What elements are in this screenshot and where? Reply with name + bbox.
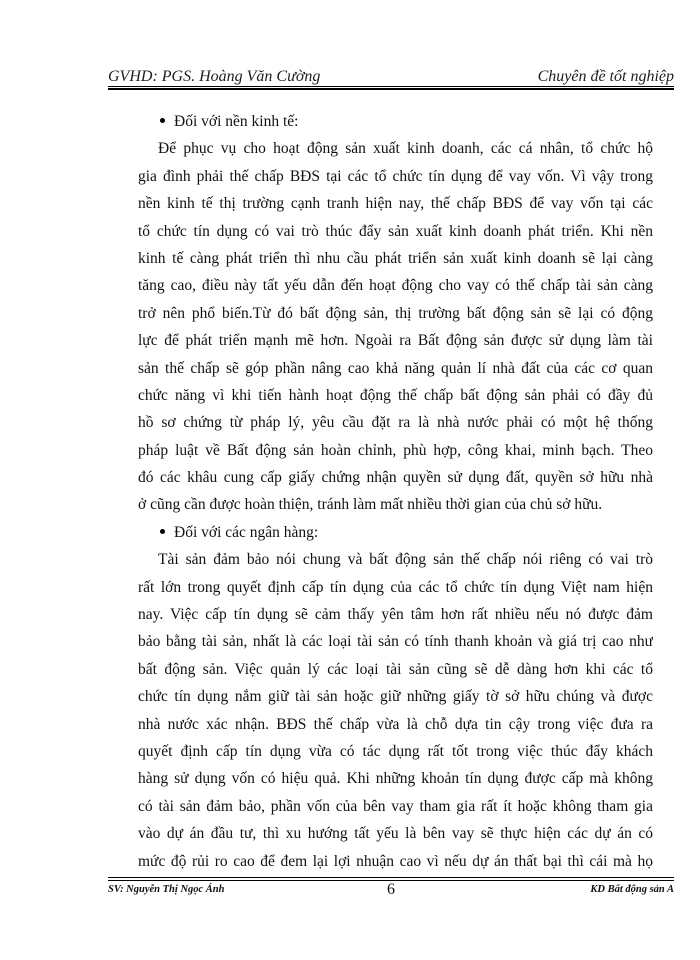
header-advisor: GVHD: PGS. Hoàng Văn Cường	[108, 68, 321, 85]
bullet-label: Đối với các ngân hàng:	[174, 523, 319, 541]
paragraph-line: đó các khâu cung cấp giấy chứng nhận quyền sử dụng đất, quyền sở hữu nhà	[138, 469, 653, 487]
paragraph-line: nhà nước xác nhận. BĐS thế chấp vừa là chỗ dựa tin cậy trong việc đưa ra	[138, 715, 653, 733]
paragraph-line: kinh tế càng phát triển thì nhu cầu phát triển sản xuất kinh doanh sẽ lại càng	[138, 249, 653, 267]
paragraph-line: chức tín dụng nắm giữ tài sản hoặc giữ những giấy tờ sở hữu chúng và được	[138, 688, 653, 706]
paragraph-line: bảo bằng tài sản, nhất là các loại tài sản có tính thanh khoản và giá trị cao như	[138, 633, 653, 651]
paragraph-line: chức năng vì khi tiến hành hoạt động thế chấp bất động sản phải có đầy đủ	[138, 386, 653, 404]
paragraph-line: nay. Việc cấp tín dụng sẽ cảm thấy yên tâm hơn rất nhiều nếu nó được đảm	[138, 606, 653, 624]
bullet-label: Đối với nền kinh tế:	[174, 113, 299, 130]
paragraph-line: gia đình phải thế chấp BĐS tại các tổ chức tín dụng để vay vốn. Vì vậy trong	[138, 167, 653, 185]
paragraph-line: Để phục vụ cho hoạt động sản xuất kinh doanh, các cá nhân, tổ chức hộ	[158, 140, 653, 158]
paragraph-line: hồ sơ chứng từ pháp lý, yêu cầu đặt ra là nhà nước phải có một hệ thống	[138, 414, 653, 432]
paragraph-line: có tài sản đảm bảo, phần vốn của bên vay tham gia rất ít hoặc không tham gia	[138, 797, 653, 815]
paragraph-line: tổ chức tín dụng có vai trò thúc đẩy sản xuất kinh doanh phát triển. Khi nền	[138, 222, 653, 240]
paragraph-line: pháp luật về Bất động sản hoàn chỉnh, phù hợp, công khai, minh bạch. Theo	[138, 441, 653, 459]
paragraph-line: mức độ rủi ro cao để đem lại lợi nhuận cao vì nếu dự án thất bại thì cái mà họ	[138, 852, 653, 870]
paragraph-line: rất lớn trong quyết định cấp tín dụng của các tổ chức tín dụng Việt nam hiện	[138, 578, 653, 596]
paragraph-line: vào dự án đầu tư, thì xu hướng tất yếu là bên vay sẽ thực hiện các dự án có	[138, 825, 653, 843]
footer-student-name: SV: Nguyễn Thị Ngọc Ánh	[108, 884, 225, 895]
paragraph-line: hàng sử dụng vốn có hiệu quả. Khi những khoản tín dụng được cấp mà không	[138, 770, 653, 788]
paragraph-line: quyết định cấp tín dụng vừa có tác dụng rất tốt trong việc thúc đẩy khách	[138, 742, 653, 760]
page-number: 6	[387, 881, 395, 898]
header-rule	[108, 86, 674, 90]
bullet-icon	[160, 529, 165, 534]
paragraph-line: lực để phát triển mạnh mẽ hơn. Ngoài ra Bất động sản được sử dụng làm tài	[138, 332, 653, 350]
paragraph-line: nền kinh tế thị trường cạnh tranh hiện nay, thế chấp BĐS để vay vốn tại các	[138, 195, 653, 213]
page-header	[108, 62, 674, 86]
paragraph-line: Tài sản đảm bảo nói chung và bất động sản thế chấp nói riêng có vai trò	[158, 551, 653, 569]
header-document-type: Chuyên đề tốt nghiệp	[537, 68, 674, 85]
paragraph-line: sản thế chấp sẽ góp phần nâng cao khả năng quản lí nhà đất của các cơ quan	[138, 359, 653, 377]
paragraph-line: tăng cao, điều này tất yếu dẫn đến hoạt động cho vay có thế chấp tài sản càng	[138, 277, 653, 295]
page-footer	[108, 882, 674, 902]
bullet-icon	[160, 118, 165, 123]
paragraph-line: bất động sản. Việc quản lý các loại tài sản cũng sẽ dễ dàng hơn khi các tổ	[138, 660, 653, 678]
body-text	[138, 108, 653, 875]
bullet-heading-economy	[138, 108, 653, 135]
footer-class-name: KD Bất động sản A	[590, 884, 674, 895]
paragraph-line: ở cũng cần được hoàn thiện, tránh làm mất nhiều thời gian của chủ sở hữu.	[138, 496, 603, 514]
paragraph-line: trở nên phổ biến.Từ đó bất động sản, thị trường bất động sản sẽ lại có động	[138, 304, 653, 322]
bullet-heading-banks	[138, 519, 653, 546]
